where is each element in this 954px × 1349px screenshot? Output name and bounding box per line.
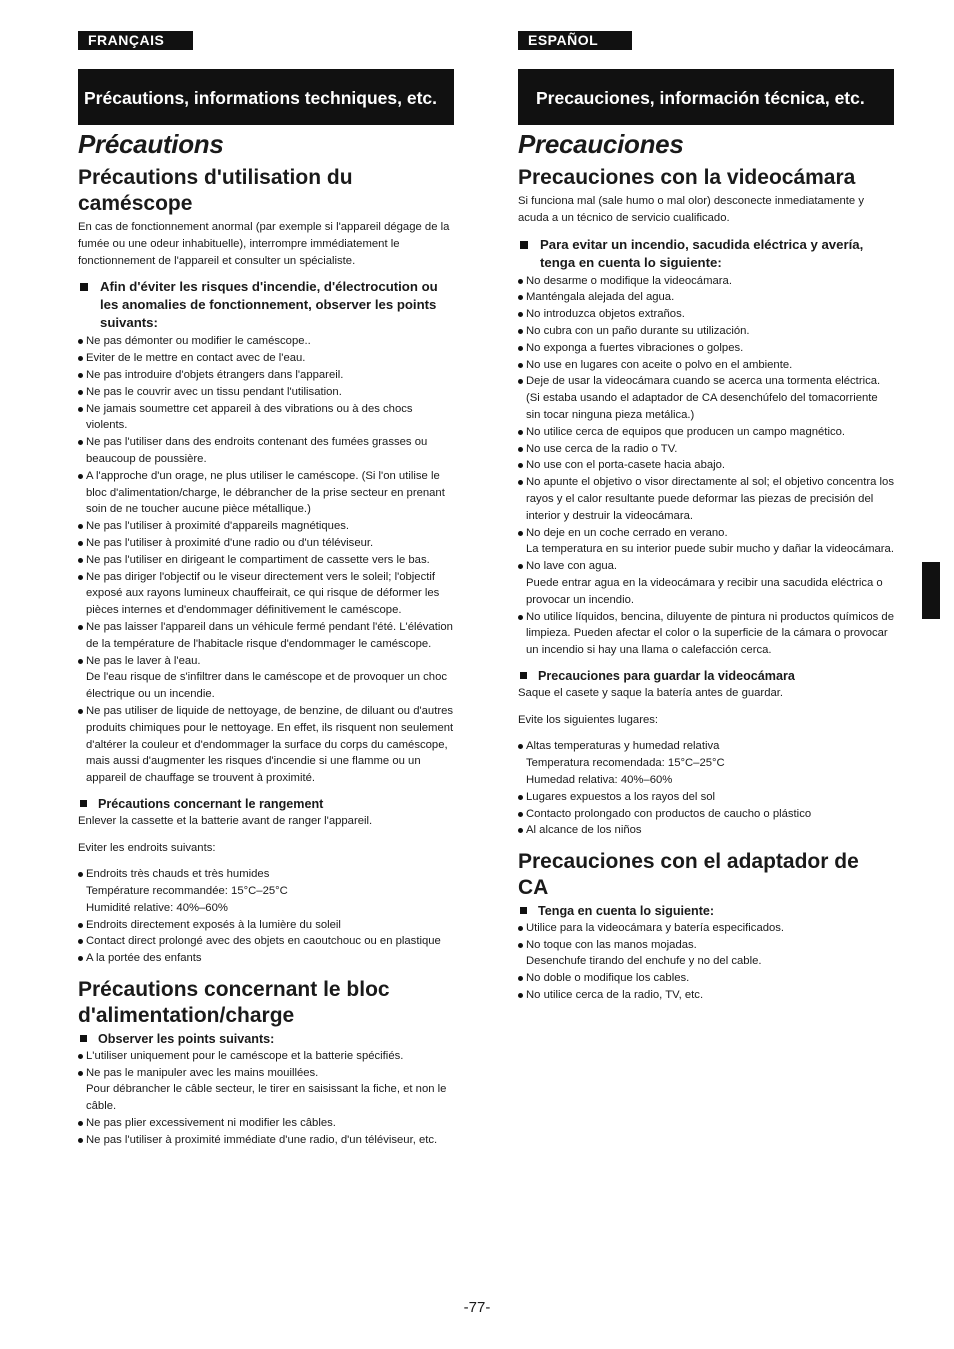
list-item: Ne pas le manipuler avec les mains mouillées. xyxy=(78,1065,454,1082)
heading-power-fr: Précautions concernant le bloc d'alimentation/charge xyxy=(78,978,390,1028)
spanish-column xyxy=(518,127,894,1004)
subheading-storage-fr: Précautions concernant le rangement xyxy=(78,796,454,813)
storage-line-fr: Enlever la cassette et la batterie avant de ranger l'appareil. xyxy=(78,814,373,827)
list-item: Deje de usar la videocámara cuando se acerca una tormenta eléctrica. (Si estaba usando el adaptador de CA desenchúfelo del tomacorriente sin tocar ninguna pieza metálica.) xyxy=(518,373,894,423)
safety-list-es-cont xyxy=(518,558,894,575)
list-item: Ne pas l'utiliser à proximité d'appareils magnétiques. xyxy=(78,518,454,535)
list-item: Ne pas plier excessivement ni modifier les câbles. xyxy=(78,1115,454,1132)
subheading-power-es: Tenga en cuenta lo siguiente: xyxy=(518,903,894,920)
list-item: Endroits directement exposés à la lumière du soleil xyxy=(78,917,454,934)
list-item: Altas temperaturas y humedad relativa xyxy=(518,738,894,755)
heading-camcorder-precautions-fr: Précautions d'utilisation du caméscope xyxy=(78,166,353,215)
temperature-note-fr: Température recommandée: 15°C–25°C xyxy=(86,885,288,898)
list-item-note: Puede entrar agua en la videocámara y recibir una sacudida eléctrica o provocar un incendio. xyxy=(526,576,883,606)
list-item: Ne pas introduire d'objets étrangers dans l'appareil. xyxy=(78,367,454,384)
page-title-french: Précautions xyxy=(78,129,224,159)
section-banner-french: Précautions, informations techniques, etc. xyxy=(78,69,454,125)
section-banner-spanish: Precauciones, información técnica, etc. xyxy=(518,69,894,125)
list-item: Ne pas l'utiliser en dirigeant le compartiment de cassette vers le bas. xyxy=(78,552,454,569)
list-item-note: De l'eau risque de s'infiltrer dans le caméscope et de provoquer un choc électrique ou un incendie. xyxy=(86,671,447,701)
list-item: Ne pas diriger l'objectif ou le viseur directement vers le soleil; l'objectif exposé aux rayons lumineux chauffeirait, ce qui risque de déformer les pièces internes et d'endommager définitivement le caméscope. xyxy=(78,569,454,619)
list-item: Contact direct prolongé avec des objets en caoutchouc ou en plastique xyxy=(78,933,454,950)
list-item: L'utiliser uniquement pour le caméscope et la batterie spécifiés. xyxy=(78,1048,454,1065)
subheading-safety-es: Para evitar un incendio, sacudida eléctrica y avería, tenga en cuenta lo siguiente: xyxy=(518,236,894,272)
list-item: No utilice cerca de equipos que producen un campo magnético. xyxy=(518,424,894,441)
list-item: No utilice cerca de la radio, TV, etc. xyxy=(518,987,894,1004)
power-list-es xyxy=(518,920,894,954)
list-item: Ne pas l'utiliser à proximité d'une radio ou d'un téléviseur. xyxy=(78,535,454,552)
list-item: Ne jamais soumettre cet appareil à des vibrations ou à des chocs violents. xyxy=(78,401,454,435)
list-item: No toque con las manos mojadas. xyxy=(518,937,894,954)
storage-list-fr-cont xyxy=(78,917,454,967)
list-item-note: La temperatura en su interior puede subir mucho y dañar la videocámara. xyxy=(526,543,894,556)
list-item: Contacto prolongado con productos de caucho o plástico xyxy=(518,806,894,823)
heading-power-es: Precauciones con el adaptador de CA xyxy=(518,850,859,900)
storage-list-es-cont xyxy=(518,789,894,839)
humidity-note-es: Humedad relativa: 40%–60% xyxy=(526,773,673,786)
storage-avoid-es: Evite los siguientes lugares: xyxy=(518,713,659,726)
page-title-spanish: Precauciones xyxy=(518,129,684,159)
power-list-es-cont xyxy=(518,970,894,1004)
language-tab-french: FRANÇAIS xyxy=(78,31,193,50)
list-item: Ne pas l'utiliser à proximité immédiate d'une radio, d'un téléviseur, etc. xyxy=(78,1132,454,1149)
list-item: Manténgala alejada del agua. xyxy=(518,289,894,306)
list-item-note: Desenchufe tirando del enchufe y no del cable. xyxy=(526,955,762,968)
list-item: No exponga a fuertes vibraciones o golpes. xyxy=(518,340,894,357)
list-item: No cubra con un paño durante su utilización. xyxy=(518,323,894,340)
list-item: Utilice para la videocámara y batería especificados. xyxy=(518,920,894,937)
power-list-fr xyxy=(78,1048,454,1082)
list-item-note: Pour débrancher le câble secteur, le tirer en saisissant la fiche, et non le câble. xyxy=(86,1083,447,1113)
safety-list-es-cont2 xyxy=(518,609,894,659)
list-item: Ne pas l'utiliser dans des endroits contenant des fumées grasses ou beaucoup de poussière. xyxy=(78,434,454,468)
language-tab-spanish: ESPAÑOL xyxy=(518,31,632,50)
list-item: No doble o modifique los cables. xyxy=(518,970,894,987)
heading-camcorder-precautions-es: Precauciones con la videocámara xyxy=(518,166,856,189)
list-item: Ne pas laisser l'appareil dans un véhicule fermé pendant l'été. L'élévation de la température de l'habitacle risque d'endommager le caméscope. xyxy=(78,619,454,653)
list-item: A l'approche d'un orage, ne plus utiliser le caméscope. (Si l'on utilise le bloc d'alimentation/charge, le débrancher de la prise secteur en prenant soin de ne toucher aucune pièce métallique.) xyxy=(78,468,454,518)
temperature-note-es: Temperatura recomendada: 15°C–25°C xyxy=(526,757,725,770)
french-column xyxy=(78,127,454,1149)
page-number: -77- xyxy=(463,1299,491,1316)
list-item: No use en lugares con aceite o polvo en el ambiente. xyxy=(518,357,894,374)
list-item: Al alcance de los niños xyxy=(518,822,894,839)
storage-avoid-fr: Eviter les endroits suivants: xyxy=(78,841,216,854)
list-item: Ne pas le couvrir avec un tissu pendant l'utilisation. xyxy=(78,384,454,401)
safety-list-fr-cont xyxy=(78,703,454,787)
list-item: Ne pas le laver à l'eau. xyxy=(78,653,454,670)
list-item: Lugares expuestos a los rayos del sol xyxy=(518,789,894,806)
storage-list-es xyxy=(518,738,894,755)
list-item: No deje en un coche cerrado en verano. xyxy=(518,525,894,542)
list-item: Endroits très chauds et très humides xyxy=(78,866,454,883)
safety-list-es xyxy=(518,273,894,542)
humidity-note-fr: Humidité relative: 40%–60% xyxy=(86,901,228,914)
safety-list-fr xyxy=(78,333,454,669)
subheading-storage-es: Precauciones para guardar la videocámara xyxy=(518,668,894,685)
intro-paragraph-fr: En cas de fonctionnement anormal (par exemple si l'appareil dégage de la fumée ou une odeur inhabituelle), interrompre immédiatement le fonctionnement de l'appareil et consulter un spécialiste. xyxy=(78,221,450,267)
list-item: No apunte el objetivo o visor directamente al sol; el objetivo concentra los rayos y el calor resultante puede deformar las piezas de precisión del interior y destruir la videocámara. xyxy=(518,474,894,524)
section-edge-tab xyxy=(922,562,940,619)
storage-list-fr xyxy=(78,866,454,883)
list-item: No use con el porta-casete hacia abajo. xyxy=(518,457,894,474)
list-item: Ne pas utiliser de liquide de nettoyage, de benzine, de diluant ou d'autres produits chimiques pour le nettoyage. En effet, ils risquent non seulement d'altérer la couleur et d'endommager la surface du corps du caméscope, mais aussi d'augmenter les risques d'incendie si une flamme ou un appareil de chauffage se trouvent à proximité. xyxy=(78,703,454,787)
list-item: No introduzca objetos extraños. xyxy=(518,306,894,323)
power-list-fr-cont xyxy=(78,1115,454,1149)
list-item: No desarme o modifique la videocámara. xyxy=(518,273,894,290)
subheading-power-fr: Observer les points suivants: xyxy=(78,1031,454,1048)
storage-line-es: Saque el casete y saque la batería antes de guardar. xyxy=(518,686,784,699)
subheading-safety-fr: Afin d'éviter les risques d'incendie, d'électrocution ou les anomalies de fonctionnement, observer les points suivants: xyxy=(78,278,454,332)
list-item: No use cerca de la radio o TV. xyxy=(518,441,894,458)
list-item: Ne pas démonter ou modifier le caméscope.. xyxy=(78,333,454,350)
list-item: No utilice líquidos, bencina, diluyente de pintura ni productos químicos de limpieza. Pueden afectar el color o la superficie de la cámara o provocar un incendio si hay una llama o calefacción cerca. xyxy=(518,609,894,659)
list-item: Eviter de le mettre en contact avec de l'eau. xyxy=(78,350,454,367)
intro-paragraph-es: Si funciona mal (sale humo o mal olor) desconecte inmediatamente y acuda a un técnico de servicio cualificado. xyxy=(518,195,864,224)
list-item: A la portée des enfants xyxy=(78,950,454,967)
list-item: No lave con agua. xyxy=(518,558,894,575)
